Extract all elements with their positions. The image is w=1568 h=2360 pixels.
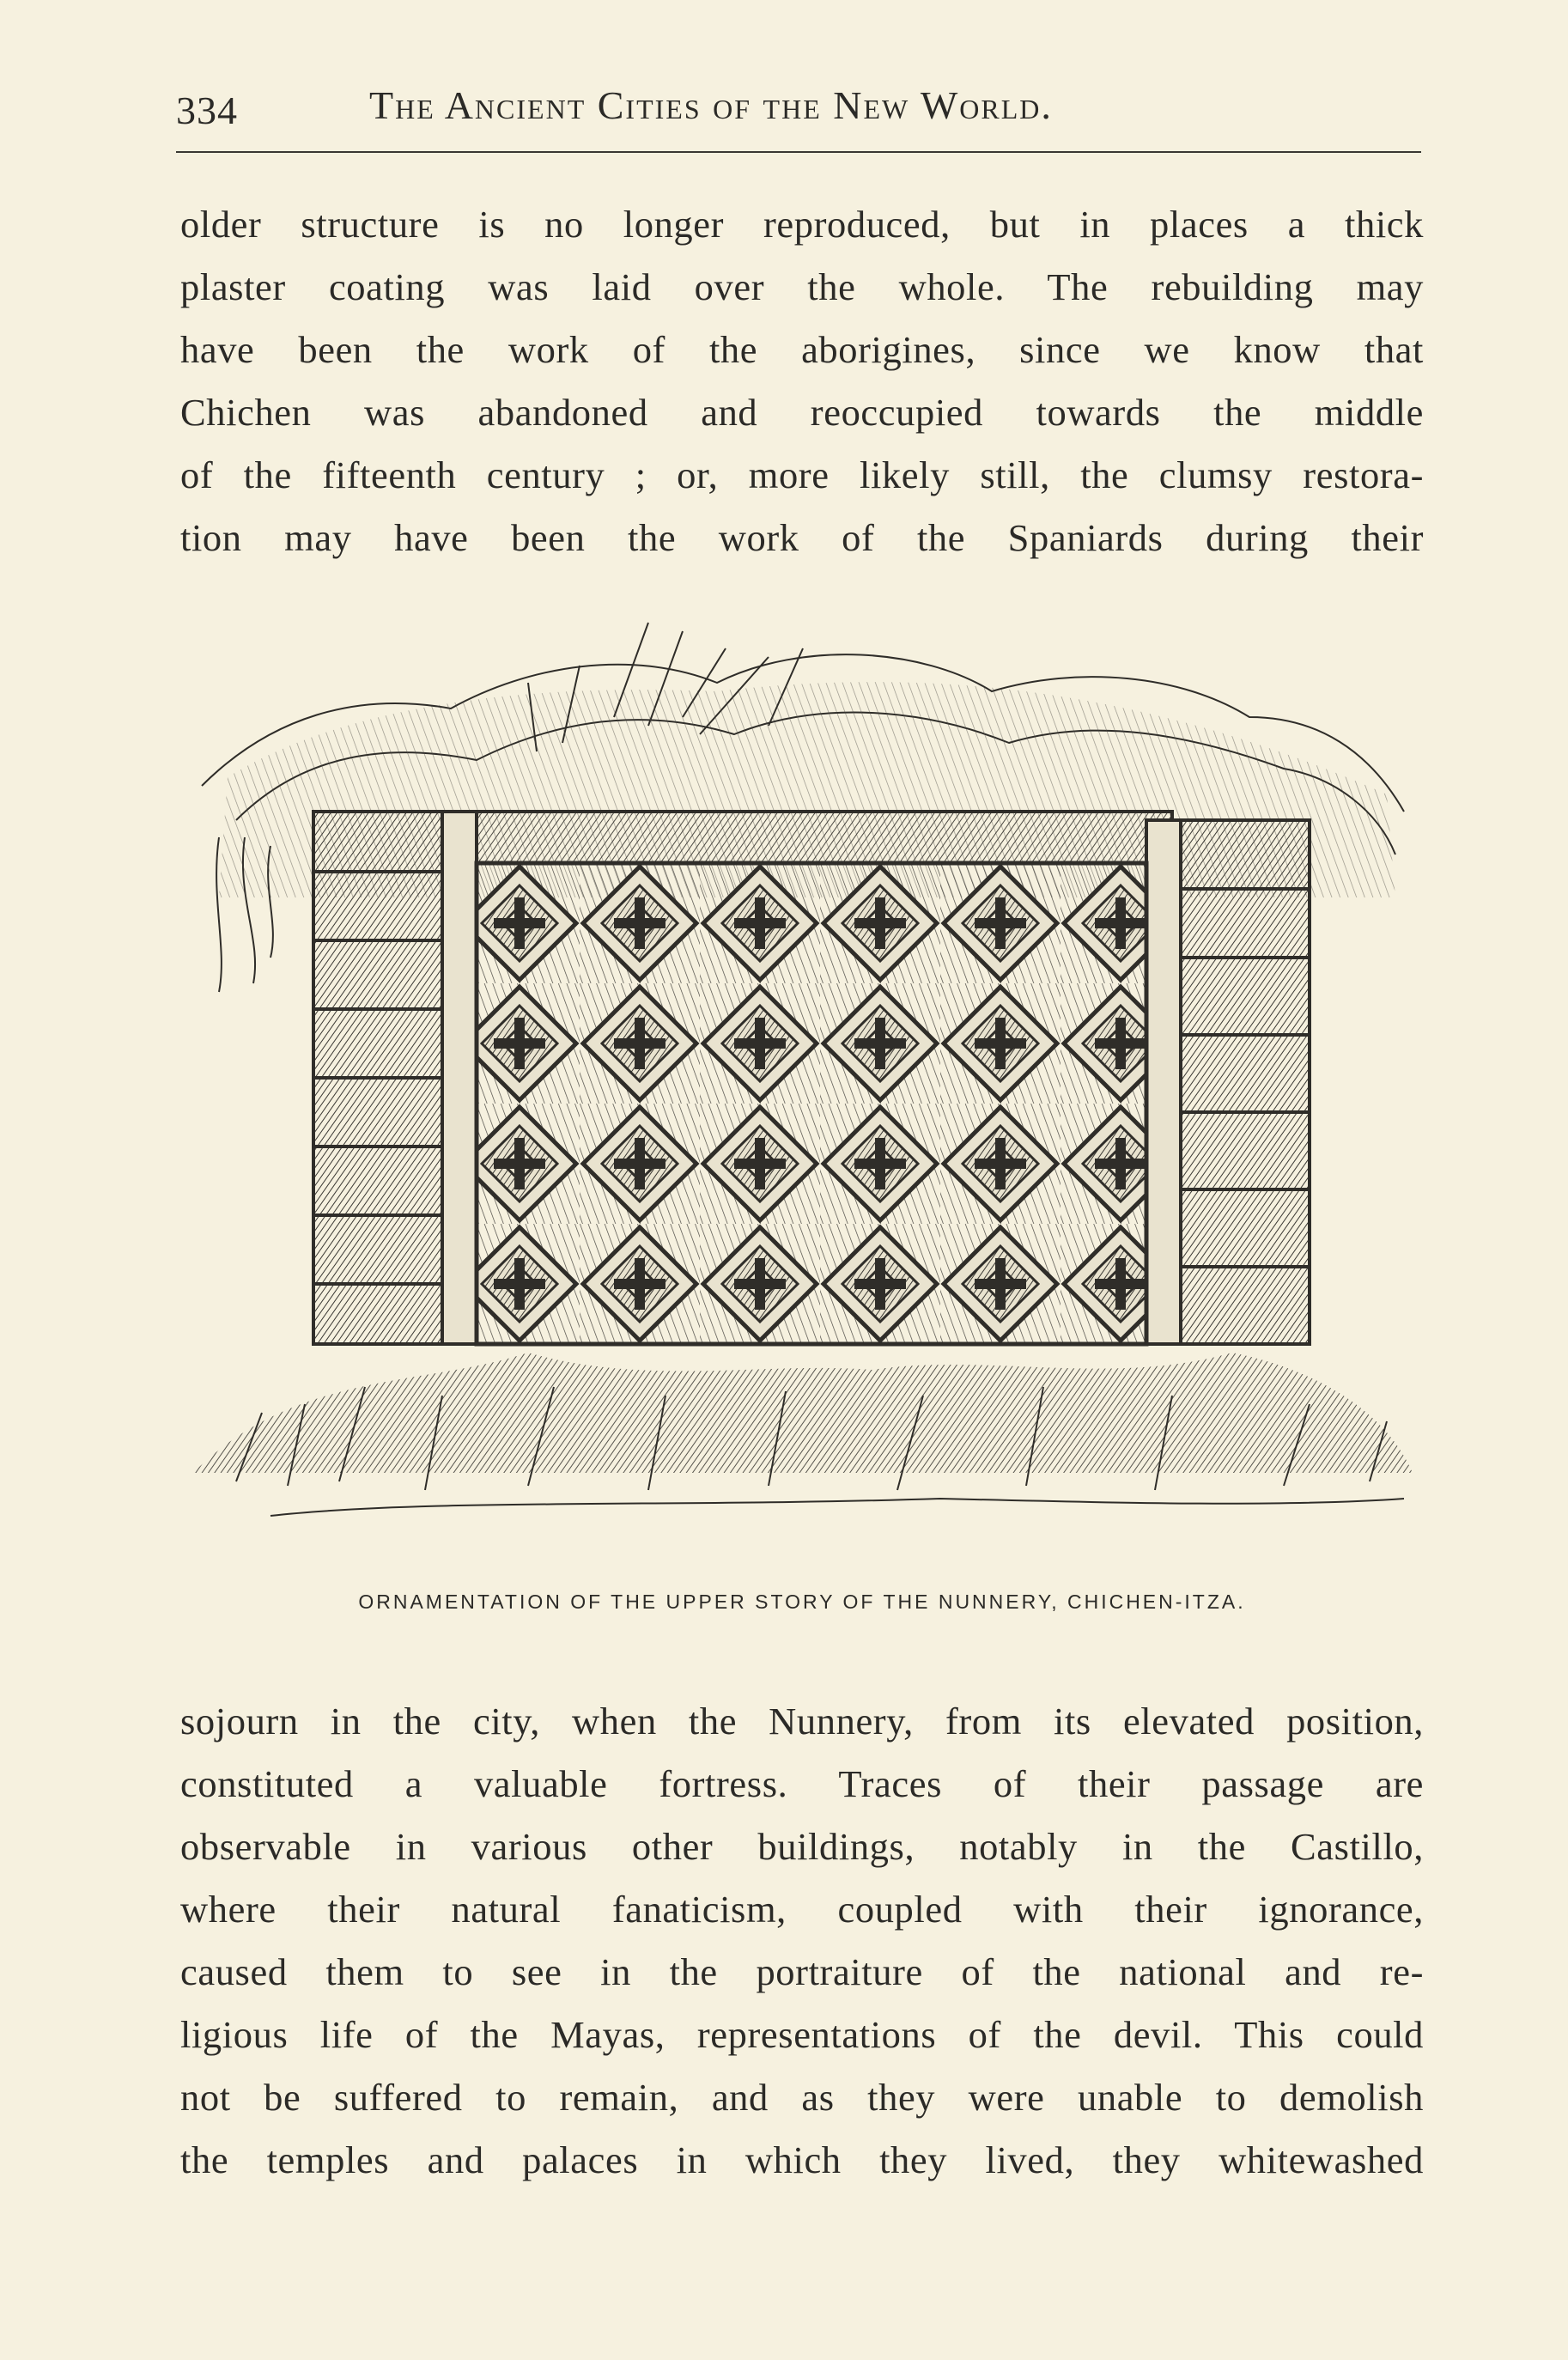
running-title: The Ancient Cities of the New World. <box>369 83 1053 127</box>
text-line: sojourn in the city, when the Nunnery, from its elevated position, <box>180 1700 1424 1743</box>
header-rule <box>176 151 1421 153</box>
top-paragraph <box>180 193 1424 569</box>
text-line: older structure is no longer reproduced, but in places a thick <box>180 203 1424 246</box>
text-line: of the fifteenth century ; or, more likely still, the clumsy restora- <box>180 453 1424 496</box>
text-line: ligious life of the Mayas, representations of the devil. This could <box>180 2013 1424 2056</box>
page-number: 334 <box>176 88 238 132</box>
right-pillar <box>1146 820 1310 1344</box>
lattice-panel <box>477 863 1146 1344</box>
page-header <box>176 76 1421 144</box>
text-line: plaster coating was laid over the whole. The rebuilding may <box>180 265 1424 308</box>
engraving-illustration <box>167 614 1430 1572</box>
text-line: tion may have been the work of the Spaniards during their <box>180 516 1424 559</box>
text-line: caused them to see in the portraiture of the national and re- <box>180 1950 1424 1993</box>
text-line: have been the work of the aborigines, since we know that <box>180 328 1424 371</box>
left-pillar <box>313 812 477 1344</box>
text-line: observable in various other buildings, notably in the Castillo, <box>180 1825 1424 1868</box>
bottom-paragraph <box>180 1690 1424 2192</box>
figure-caption: ORNAMENTATION OF THE UPPER STORY OF THE NUNNERY, CHICHEN-ITZA. <box>358 1591 1246 1613</box>
text-line: constituted a valuable fortress. Traces of their passage are <box>180 1762 1424 1805</box>
text-line: the temples and palaces in which they lived, they whitewashed <box>180 2138 1424 2181</box>
text-line: not be suffered to remain, and as they were unable to demolish <box>180 2076 1424 2119</box>
text-line: where their natural fanaticism, coupled with their ignorance, <box>180 1888 1424 1931</box>
text-line: Chichen was abandoned and reoccupied towards the middle <box>180 391 1424 434</box>
